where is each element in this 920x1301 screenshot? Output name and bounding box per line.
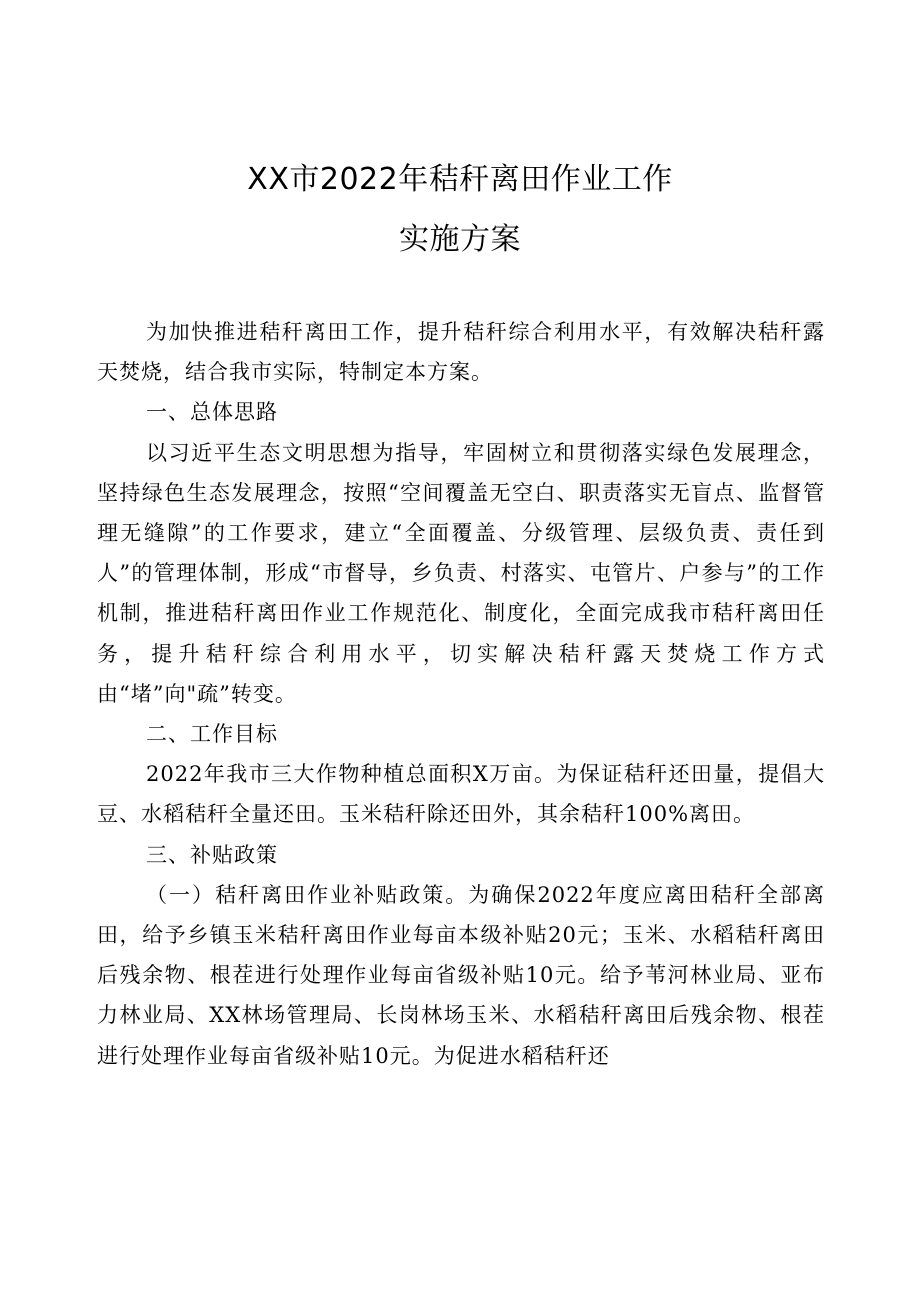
section-heading-subsidy-policy: 三、补贴政策 — [146, 842, 278, 867]
document-title-line-2: 实施方案 — [399, 222, 521, 257]
section-paragraph-overall-approach: 以习近平生态文明思想为指导，牢固树立和贯彻落实绿色发展理念，坚持绿色生态发展理念，按照“空间覆盖无空白、职责落实无盲点、监督管理无缝隙”的工作要求，建立“全面覆盖、分级管理、层级负责、责任到人”的管理体制，形成“市督导，乡负责、村落实、屯管片、户参与”的工作机制，推进秸秆离田作业工作规范化、制度化，全面完成我市秸秆离田任务，提升秸秆综合利用水平，切实解决秸秆露天焚烧工作方式由“堵”向"疏”转变。 — [97, 440, 825, 706]
intro-paragraph: 为加快推进秸秆离田工作，提升秸秆综合利用水平，有效解决秸秆露天焚烧，结合我市实际，特制定本方案。 — [97, 320, 825, 385]
document-title-line-1: XX市2022年秸秆离田作业工作 — [247, 162, 673, 197]
section-heading-overall-approach: 一、总体思路 — [146, 400, 278, 425]
section-heading-work-goals: 二、工作目标 — [146, 722, 278, 747]
document-body — [97, 312, 825, 1076]
section-paragraph-work-goals: 2022年我市三大作物种植总面积X万亩。为保证秸秆还田量，提倡大豆、水稻秸秆全量还田。玉米秸秆除还田外，其余秸秆100%离田。 — [97, 762, 825, 827]
section-paragraph-subsidy-policy: （一）秸秆离田作业补贴政策。为确保2022年度应离田秸秆全部离田，给予乡镇玉米秸秆离田作业每亩本级补贴20元；玉米、水稻秸秆离田后残余物、根茬进行处理作业每亩省级补贴10元。给予苇河林业局、亚布力林业局、XX林场管理局、长岗林场玉米、水稻秸秆离田后残余物、根茬进行处理作业每亩省级补贴10元。为促进水稻秸秆还 — [97, 882, 825, 1068]
